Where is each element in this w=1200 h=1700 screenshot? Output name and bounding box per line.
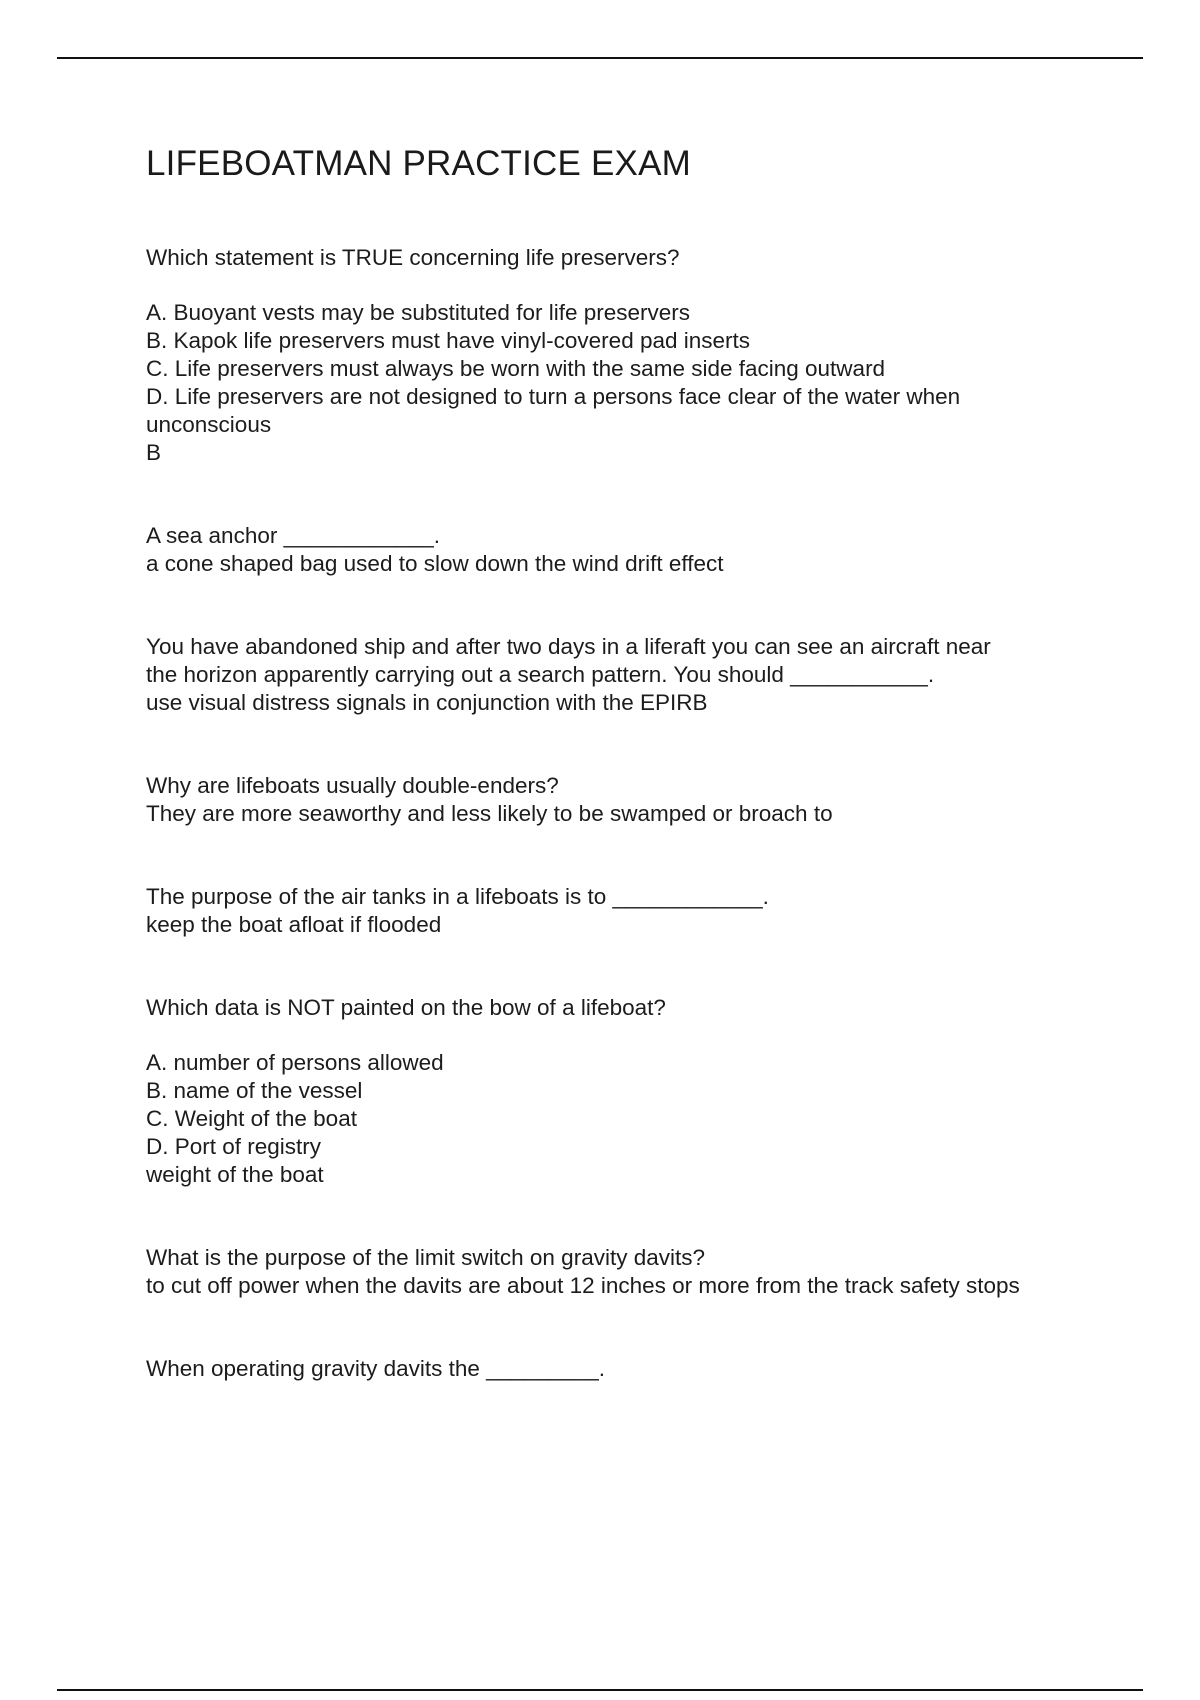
- answer-text: a cone shaped bag used to slow down the wind drift effect: [146, 551, 724, 576]
- answer-text: keep the boat afloat if flooded: [146, 912, 442, 937]
- question-text: Which statement is TRUE concerning life preservers?: [146, 245, 680, 270]
- question-block: [146, 883, 1146, 939]
- question-text: You have abandoned ship and after two days in a liferaft you can see an aircraft near: [146, 634, 991, 659]
- question-text: Which data is NOT painted on the bow of a lifeboat?: [146, 995, 666, 1020]
- answer-option: B. Kapok life preservers must have vinyl-covered pad inserts: [146, 328, 751, 353]
- answer-text: weight of the boat: [146, 1162, 324, 1187]
- answer-option: A. number of persons allowed: [146, 1050, 444, 1075]
- page-title: LIFEBOATMAN PRACTICE EXAM: [146, 144, 691, 183]
- answer-text: They are more seaworthy and less likely to be swamped or broach to: [146, 801, 833, 826]
- question-block: [146, 772, 1146, 828]
- answer-option: C. Weight of the boat: [146, 1106, 357, 1131]
- question-text: A sea anchor ____________.: [146, 523, 441, 548]
- question-block: [146, 1244, 1146, 1300]
- question-text: the horizon apparently carrying out a search pattern. You should ___________.: [146, 662, 935, 687]
- answer-text: use visual distress signals in conjunction with the EPIRB: [146, 690, 708, 715]
- question-text: When operating gravity davits the _________.: [146, 1356, 606, 1381]
- question-text: Why are lifeboats usually double-enders?: [146, 773, 559, 798]
- top-rule: [57, 57, 1143, 59]
- answer-option: D. Port of registry: [146, 1134, 322, 1159]
- question-block: [146, 994, 1146, 1189]
- answer-text: to cut off power when the davits are about 12 inches or more from the track safety stops: [146, 1273, 1020, 1298]
- question-text: The purpose of the air tanks in a lifeboats is to ____________.: [146, 884, 769, 909]
- answer-text: B: [146, 440, 162, 465]
- question-block: [146, 522, 1146, 578]
- question-block: [146, 633, 1146, 717]
- answer-option: A. Buoyant vests may be substituted for life preservers: [146, 300, 690, 325]
- answer-option: D. Life preservers are not designed to turn a persons face clear of the water when: [146, 384, 961, 409]
- question-block: [146, 244, 1146, 467]
- answer-option: B. name of the vessel: [146, 1078, 363, 1103]
- answer-option-continuation: unconscious: [146, 412, 272, 437]
- document-body: [146, 142, 1146, 1383]
- bottom-rule: [57, 1689, 1143, 1691]
- answer-option: C. Life preservers must always be worn with the same side facing outward: [146, 356, 886, 381]
- question-text: What is the purpose of the limit switch on gravity davits?: [146, 1245, 705, 1270]
- question-block: [146, 1355, 1146, 1383]
